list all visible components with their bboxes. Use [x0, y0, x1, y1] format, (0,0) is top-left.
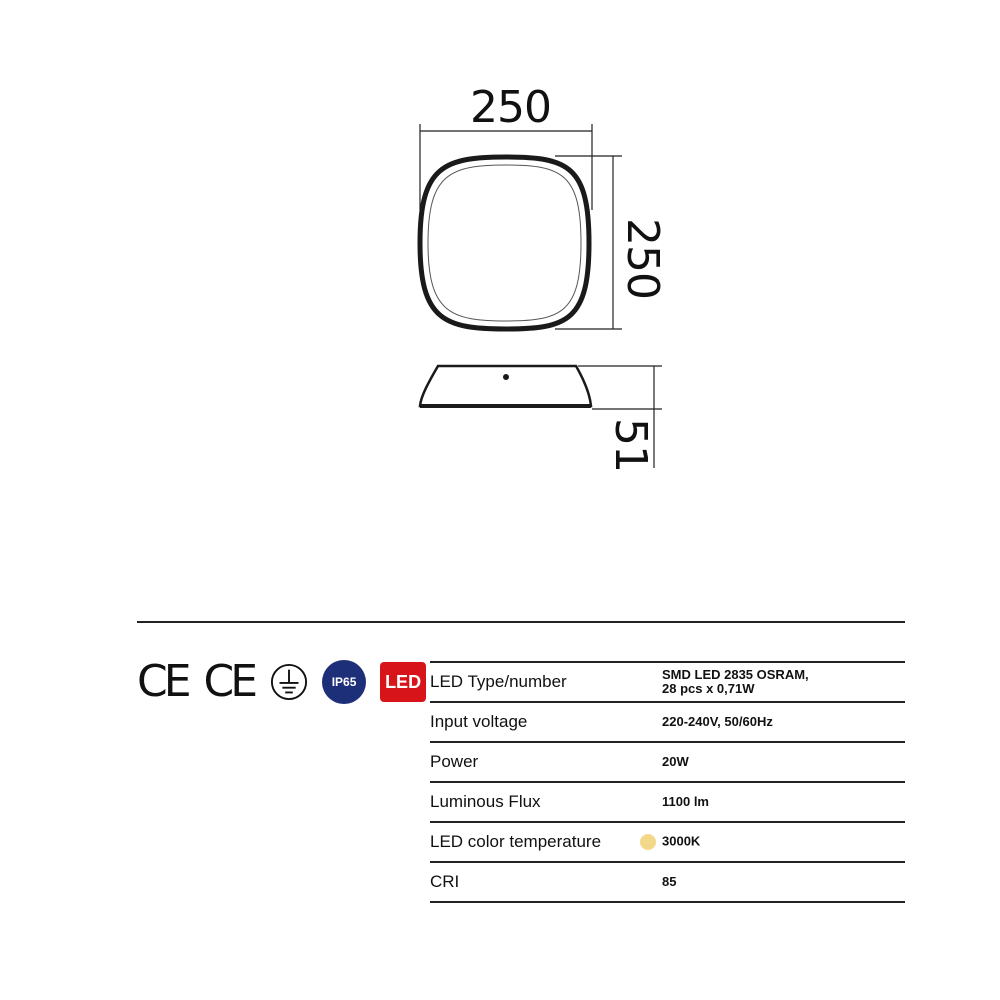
certification-badges: [137, 658, 426, 706]
spec-label: Power: [430, 752, 479, 771]
spec-value: 20W: [662, 754, 689, 770]
spec-label: CRI: [430, 872, 460, 891]
spec-value: [662, 822, 905, 862]
section-divider: [137, 621, 905, 623]
spec-value-text: 3000K: [662, 833, 701, 849]
depth-dimension-label: 51: [605, 418, 656, 472]
top-view-outer: [420, 157, 589, 329]
spec-value-line: SMD LED 2835 OSRAM,: [662, 667, 809, 683]
side-view-hole: [503, 374, 509, 380]
spec-value: [662, 662, 905, 702]
led-badge: LED: [380, 662, 426, 702]
spec-value: 85: [662, 874, 677, 890]
table-row: [430, 822, 905, 862]
spec-label: Input voltage: [430, 712, 528, 731]
ip65-badge: IP65: [322, 660, 366, 704]
spec-label: Luminous Flux: [430, 792, 541, 811]
spec-value-line: 28 pcs x 0,71W: [662, 681, 755, 696]
table-row: [430, 782, 905, 822]
spec-value: 1100 lm: [662, 794, 709, 810]
width-dimension-label: 250: [470, 82, 551, 133]
spec-value: 220-240V, 50/60Hz: [662, 714, 773, 730]
table-row: [430, 742, 905, 782]
spec-label: LED color temperature: [430, 832, 602, 851]
table-row: [430, 702, 905, 742]
ce-mark-2: CE: [203, 656, 255, 707]
spec-table: [430, 661, 905, 903]
table-row: [430, 662, 905, 702]
ce-mark: CE: [137, 656, 188, 707]
table-row: [430, 862, 905, 902]
side-view: [420, 366, 591, 406]
color-temperature-dot-icon: [640, 834, 656, 850]
top-view-inner: [428, 165, 581, 321]
spec-label: LED Type/number: [430, 672, 567, 691]
height-dimension-label: 250: [617, 218, 668, 299]
earth-ground-icon: [270, 663, 308, 701]
